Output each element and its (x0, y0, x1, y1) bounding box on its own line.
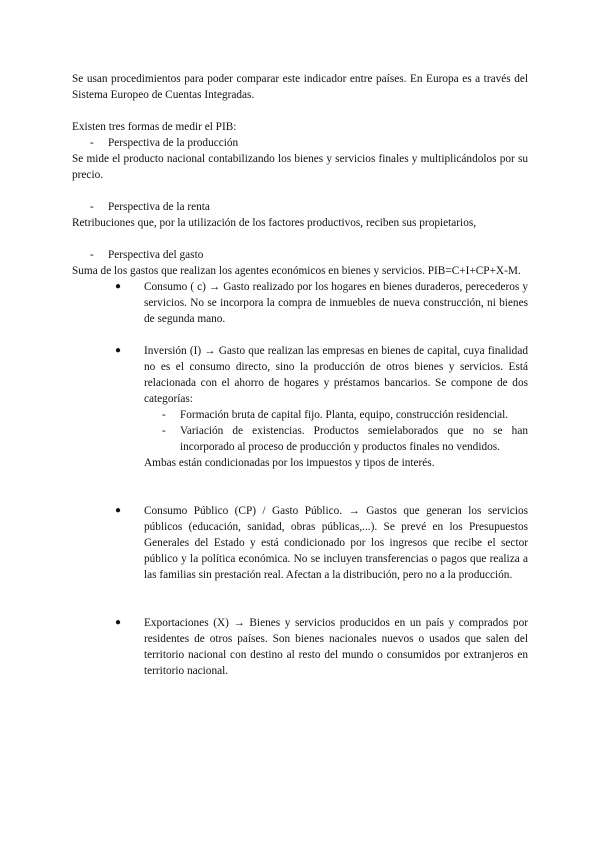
intro-paragraph: Se usan procedimientos para poder comparar este indicador entre países. En Europa es a través del Sistema Europeo de Cuentas Integradas. (72, 73, 528, 101)
list-item-consumo-publico: ● Consumo Público (CP) / Gasto Público. → Gastos que generan los servicios públicos (educación, sanidad, obras públicas,...). Se prevé en los Presupuestos Generales del Estado y está condicionado por los ingresos que recibe el sector público y la política económica. No se incluyen transferencias o pagos que realiza a las familias sin prestación real. Afectan a la distribución, pero no a la producción. (115, 505, 528, 581)
document-page (72, 71, 528, 679)
bullet-dot: ● (115, 281, 122, 292)
inversion-note: Ambas están condicionadas por los impuestos y tipos de interés. (144, 457, 435, 469)
forms-heading: Existen tres formas de medir el PIB: (72, 121, 237, 133)
list-item-inversion: ● Inversión (I) → Gasto que realizan las empresas en bienes de capital, cuya finalidad no es el consumo directo, sino la producción de otros bienes y servicios. Está relacionada con el ahorro de hogares y préstamos bancarios. Se compone de dos categorías: - Formación bruta de capital fijo. Planta, equipo, construcción residencial. - Variación de existencias. Productos semielaborados que no se han incorporado al proceso de producción y productos finales no vendidos. Ambas están condicionadas por los impuestos y tipos de interés. (115, 345, 528, 469)
perspective-production-text: Se mide el producto nacional contabilizando los bienes y servicios finales y multiplicándolos por su precio. (72, 153, 528, 181)
perspective-production-title: - Perspectiva de la producción (90, 137, 239, 149)
bullet-dot: ● (115, 505, 122, 516)
perspective-income-text: Retribuciones que, por la utilización de los factores productivos, reciben sus propietarios, (72, 217, 477, 229)
perspective-income-title: - Perspectiva de la renta (90, 201, 210, 213)
list-item-exportaciones: ● Exportaciones (X) → Bienes y servicios producidos en un país y comprados por residentes de otros países. Son bienes nacionales nuevos o usados que salen del territorio nacional con destino al resto del mundo o consumidos por extranjeros en territorio nacional. (115, 617, 528, 677)
bullet-dot: ● (115, 345, 122, 356)
dash-marker: - (90, 249, 94, 261)
list-item-consumo: ● Consumo ( c) → Gasto realizado por los hogares en bienes duraderos, perecederos y servicios. No se incorpora la compra de inmuebles de nueva construcción, ni bienes de segunda mano. (115, 281, 528, 325)
expenditure-components-list (72, 279, 528, 679)
sub-item-variacion: - Variación de existencias. Productos semielaborados que no se han incorporado al proceso de producción y productos finales no vendidos. (162, 425, 528, 453)
perspective-expenditure-text: Suma de los gastos que realizan los agentes económicos en bienes y servicios. PIB=C+I+CP+X-M. (72, 265, 521, 277)
dash-marker: - (162, 409, 166, 421)
sub-item-formacion: - Formación bruta de capital fijo. Planta, equipo, construcción residencial. (162, 409, 509, 421)
bullet-dot: ● (115, 617, 122, 628)
dash-marker: - (90, 137, 94, 149)
dash-marker: - (90, 201, 94, 213)
dash-marker: - (162, 425, 166, 437)
perspective-expenditure-title: - Perspectiva del gasto (90, 249, 204, 261)
